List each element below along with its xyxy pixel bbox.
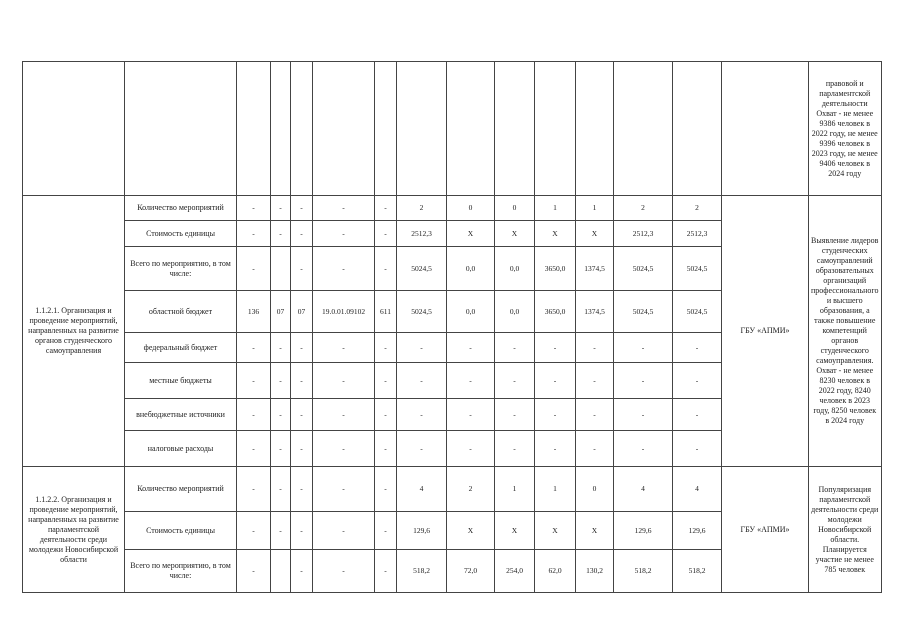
cell: - — [397, 431, 447, 467]
cell: - — [271, 431, 291, 467]
cell: - — [313, 247, 375, 291]
cell: - — [614, 431, 673, 467]
cell: - — [535, 431, 576, 467]
cell: - — [291, 247, 313, 291]
cell: X — [576, 512, 614, 550]
cell: 5024,5 — [614, 247, 673, 291]
cell: 1374,5 — [576, 247, 614, 291]
expected-result-cell: Выявление лидеров студенческих самоуправлений образовательных организаций профессионального и высшего образования, а также повышение компетенций органов студенческого самоуправления. Охват - не менее 8230 человек в 2022 году, 8240 человек в 2023 году, 8250 человек в 2024 году — [809, 196, 882, 467]
cell: 2 — [447, 467, 495, 512]
cell: - — [397, 399, 447, 431]
cell: X — [495, 512, 535, 550]
executor-cell: ГБУ «АПМИ» — [722, 196, 809, 467]
cell: - — [375, 247, 397, 291]
cell: - — [614, 399, 673, 431]
cell: 0 — [447, 196, 495, 221]
cell: 130,2 — [576, 550, 614, 593]
cell: 4 — [614, 467, 673, 512]
cell: - — [313, 550, 375, 593]
cell: 1 — [495, 467, 535, 512]
cell: 07 — [291, 291, 313, 333]
cell: 1374,5 — [576, 291, 614, 333]
cell: 129,6 — [673, 512, 722, 550]
cell: - — [237, 512, 271, 550]
cell: 611 — [375, 291, 397, 333]
cell: 2512,3 — [673, 221, 722, 247]
row-label: местные бюджеты — [125, 363, 237, 399]
cell: 0 — [495, 196, 535, 221]
cell: X — [447, 221, 495, 247]
cell: 518,2 — [673, 550, 722, 593]
expected-result-cell: Популяризация парламентской деятельности среди молодежи Новосибирской области. Планируется участие не менее 785 человек — [809, 467, 882, 593]
cell: - — [447, 363, 495, 399]
cell: - — [291, 399, 313, 431]
cell: 0,0 — [495, 291, 535, 333]
program-table — [22, 61, 882, 593]
cell: 2512,3 — [397, 221, 447, 247]
cell: 0,0 — [447, 291, 495, 333]
cell: - — [271, 196, 291, 221]
cell: - — [614, 363, 673, 399]
cell: - — [375, 399, 397, 431]
cell: - — [237, 431, 271, 467]
cell: - — [237, 247, 271, 291]
cell: 2 — [673, 196, 722, 221]
cell: - — [397, 333, 447, 363]
cell: 5024,5 — [673, 247, 722, 291]
row-label: Стоимость единицы — [125, 221, 237, 247]
cell: - — [237, 221, 271, 247]
cell: 72,0 — [447, 550, 495, 593]
cell: 0,0 — [447, 247, 495, 291]
cell: - — [291, 333, 313, 363]
cell: 4 — [397, 467, 447, 512]
table-row — [23, 62, 882, 196]
cell: - — [397, 363, 447, 399]
expected-result-cell: правовой и парламентской деятельности Охват - не менее 9386 человек в 2022 году, не менее 9396 человек в 2023 году, не менее 9406 человек в 2024 году — [809, 62, 882, 196]
cell: - — [375, 333, 397, 363]
cell: - — [237, 363, 271, 399]
cell: - — [291, 512, 313, 550]
row-label: внебюджетные источники — [125, 399, 237, 431]
cell: 5024,5 — [397, 247, 447, 291]
cell: - — [237, 550, 271, 593]
cell: - — [313, 196, 375, 221]
row-label: Количество мероприятий — [125, 196, 237, 221]
cell: 3650,0 — [535, 291, 576, 333]
cell: - — [271, 512, 291, 550]
cell: 518,2 — [614, 550, 673, 593]
row-label: Всего по мероприятию, в том числе: — [125, 247, 237, 291]
cell: - — [313, 512, 375, 550]
cell: - — [313, 363, 375, 399]
cell: - — [271, 363, 291, 399]
cell: - — [271, 399, 291, 431]
table-row — [23, 467, 882, 512]
cell: - — [576, 431, 614, 467]
event-name-cell: 1.1.2.2. Организация и проведение мероприятий, направленных на развитие парламентской деятельности среди молодежи Новосибирской области — [23, 467, 125, 593]
cell: 1 — [535, 467, 576, 512]
row-label: областной бюджет — [125, 291, 237, 333]
cell: 62,0 — [535, 550, 576, 593]
cell: - — [375, 431, 397, 467]
cell — [271, 247, 291, 291]
cell: - — [237, 333, 271, 363]
cell: - — [291, 221, 313, 247]
cell: - — [495, 431, 535, 467]
cell: - — [271, 221, 291, 247]
cell: - — [237, 196, 271, 221]
cell: 4 — [673, 467, 722, 512]
cell: 1 — [535, 196, 576, 221]
cell: - — [313, 221, 375, 247]
cell: - — [375, 550, 397, 593]
cell: - — [313, 333, 375, 363]
row-label: налоговые расходы — [125, 431, 237, 467]
cell: - — [535, 333, 576, 363]
cell: - — [375, 512, 397, 550]
cell: - — [673, 363, 722, 399]
cell: - — [291, 431, 313, 467]
cell: - — [447, 399, 495, 431]
row-label: Всего по мероприятию, в том числе: — [125, 550, 237, 593]
row-label: Количество мероприятий — [125, 467, 237, 512]
cell: - — [447, 431, 495, 467]
row-label: федеральный бюджет — [125, 333, 237, 363]
cell: - — [495, 399, 535, 431]
cell: - — [495, 333, 535, 363]
cell: - — [291, 196, 313, 221]
cell — [271, 550, 291, 593]
cell: 129,6 — [397, 512, 447, 550]
cell: 5024,5 — [673, 291, 722, 333]
cell: - — [271, 333, 291, 363]
cell: - — [291, 550, 313, 593]
cell: 5024,5 — [397, 291, 447, 333]
cell: 0,0 — [495, 247, 535, 291]
cell: 07 — [271, 291, 291, 333]
cell: - — [237, 399, 271, 431]
cell: - — [375, 467, 397, 512]
cell: - — [447, 333, 495, 363]
cell: - — [535, 363, 576, 399]
cell: 254,0 — [495, 550, 535, 593]
cell: - — [375, 196, 397, 221]
cell: X — [447, 512, 495, 550]
cell: - — [576, 333, 614, 363]
cell: - — [535, 399, 576, 431]
cell: - — [576, 363, 614, 399]
cell: - — [313, 431, 375, 467]
cell: - — [673, 333, 722, 363]
executor-cell: ГБУ «АПМИ» — [722, 467, 809, 593]
cell: 2512,3 — [614, 221, 673, 247]
cell: 129,6 — [614, 512, 673, 550]
cell: X — [535, 512, 576, 550]
cell: - — [614, 333, 673, 363]
cell: 2 — [397, 196, 447, 221]
cell: - — [313, 399, 375, 431]
cell: - — [375, 221, 397, 247]
cell: - — [313, 467, 375, 512]
cell: 1 — [576, 196, 614, 221]
cell: - — [576, 399, 614, 431]
cell: - — [237, 467, 271, 512]
cell: 3650,0 — [535, 247, 576, 291]
cell: - — [673, 431, 722, 467]
cell: - — [375, 363, 397, 399]
cell: X — [495, 221, 535, 247]
cell: 2 — [614, 196, 673, 221]
table-row — [23, 196, 882, 221]
row-label: Стоимость единицы — [125, 512, 237, 550]
cell: X — [535, 221, 576, 247]
cell: 0 — [576, 467, 614, 512]
cell: - — [291, 467, 313, 512]
cell: - — [291, 363, 313, 399]
cell: X — [576, 221, 614, 247]
cell: 136 — [237, 291, 271, 333]
event-name-cell: 1.1.2.1. Организация и проведение мероприятий, направленных на развитие органов студенческого самоуправления — [23, 196, 125, 467]
cell: - — [495, 363, 535, 399]
cell: - — [673, 399, 722, 431]
cell: 518,2 — [397, 550, 447, 593]
cell: 19.0.01.09102 — [313, 291, 375, 333]
cell: - — [271, 467, 291, 512]
cell: 5024,5 — [614, 291, 673, 333]
